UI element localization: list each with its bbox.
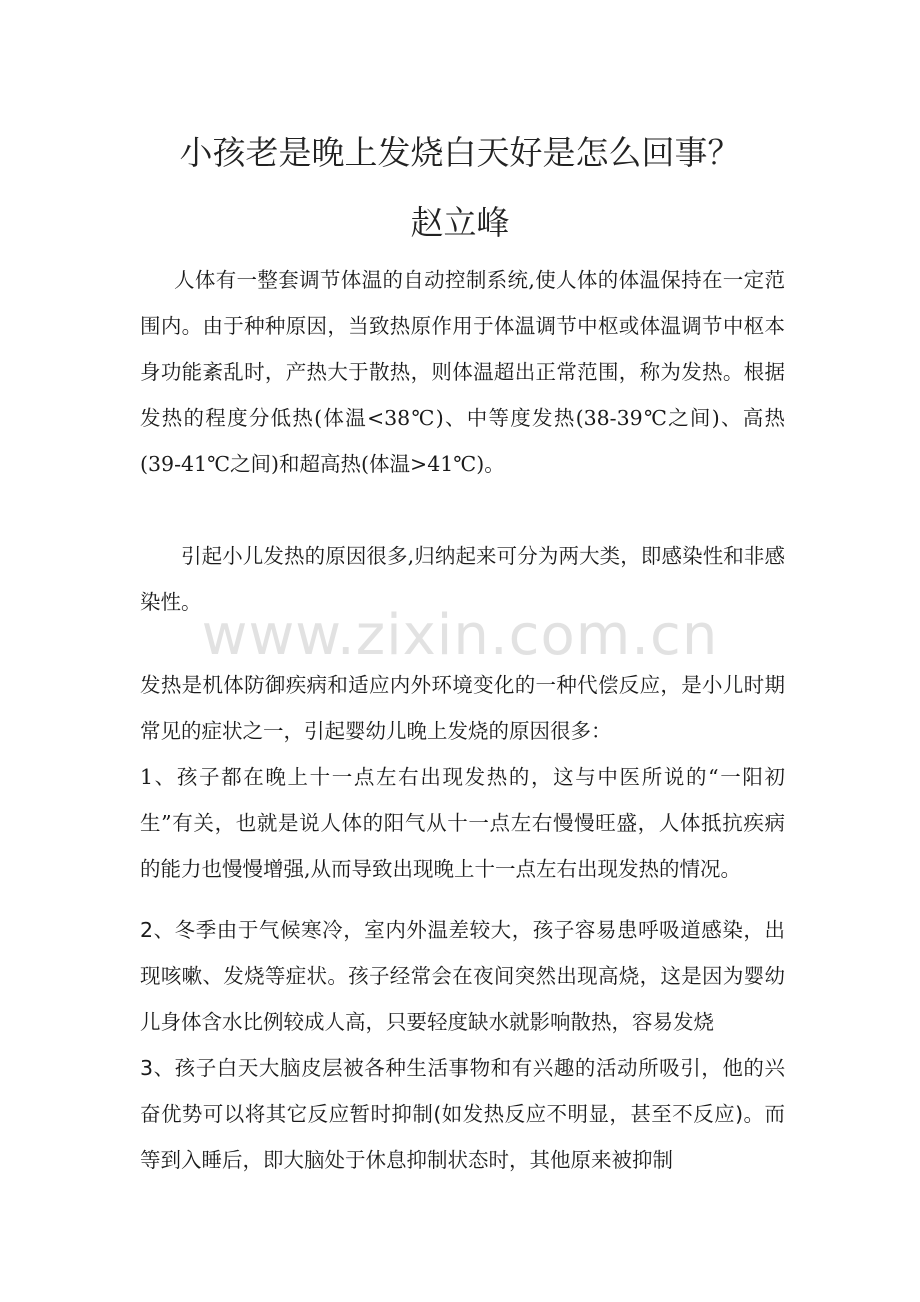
reason-3-number: 3 [140, 1056, 154, 1080]
reason-3-text-b: 如发热反应不明显，甚至不反应 [441, 1102, 736, 1126]
document-author: 赵立峰 [410, 203, 510, 242]
watermark: www.zixin.com.cn [201, 603, 719, 668]
reason-3-text-a: 、孩子白天大脑皮层被各种生活事物和有兴趣的活动所吸引，他的兴奋优势可以将其它反应暂时抑制 [140, 1056, 785, 1126]
document-title: 小孩老是晚上发烧白天好是怎么回事？ [179, 133, 741, 172]
paragraph-reason-2: 2、冬季由于气候寒冷，室内外温差较大，孩子容易患呼吸道感染，出现咳嗽、发烧等症状。孩子经常会在夜间突然出现高烧，这是因为婴幼儿身体含水比例较成人高，只要轻度缺水就影响散热，容易发烧 [140, 918, 785, 1034]
paragraph-fever-defense [140, 662, 785, 754]
reason-3-paren-open: ( [433, 1102, 442, 1126]
reason-3-paren-close: ) [735, 1102, 744, 1126]
reason-3-text-c: 。而等到入睡后，即大脑处于休息抑制状态时，其他原来被抑制 [140, 1102, 786, 1172]
paragraph-body-temperature: 人体有一整套调节体温的自动控制系统,使人体的体温保持在一定范围内。由于种种原因，当致热原作用于体温调节中枢或体温调节中枢本身功能紊乱时，产热大于散热，则体温超出正常范围，称为发热。根据发热的程度分低热(体温<38℃)、中等度发热(38-39℃之间)、高热(39-41℃之间)和超高热(体温>41℃)。 [140, 268, 785, 476]
paragraph-reason-3 [140, 1045, 785, 1183]
paragraph-fever-causes: 引起小儿发热的原因很多,归纳起来可分为两大类，即感染性和非感染性。 [140, 544, 785, 614]
paragraph-fever-defense-lead: 引起婴幼儿晚上发烧的原因很多： [304, 719, 612, 743]
paragraph-reason-1: 1、孩子都在晚上十一点左右出现发热的，这与中医所说的“一阳初生”有关，也就是说人体的阳气从十一点左右慢慢旺盛，人体抵抗疾病的能力也慢慢增强,从而导致出现晚上十一点左右出现发热的情况。 [140, 765, 785, 881]
paragraph-fever-defense-text: 发热是机体防御疾病和适应内外环境变化的一种代偿反应，是小儿时期常见的症状之一， [140, 673, 785, 743]
